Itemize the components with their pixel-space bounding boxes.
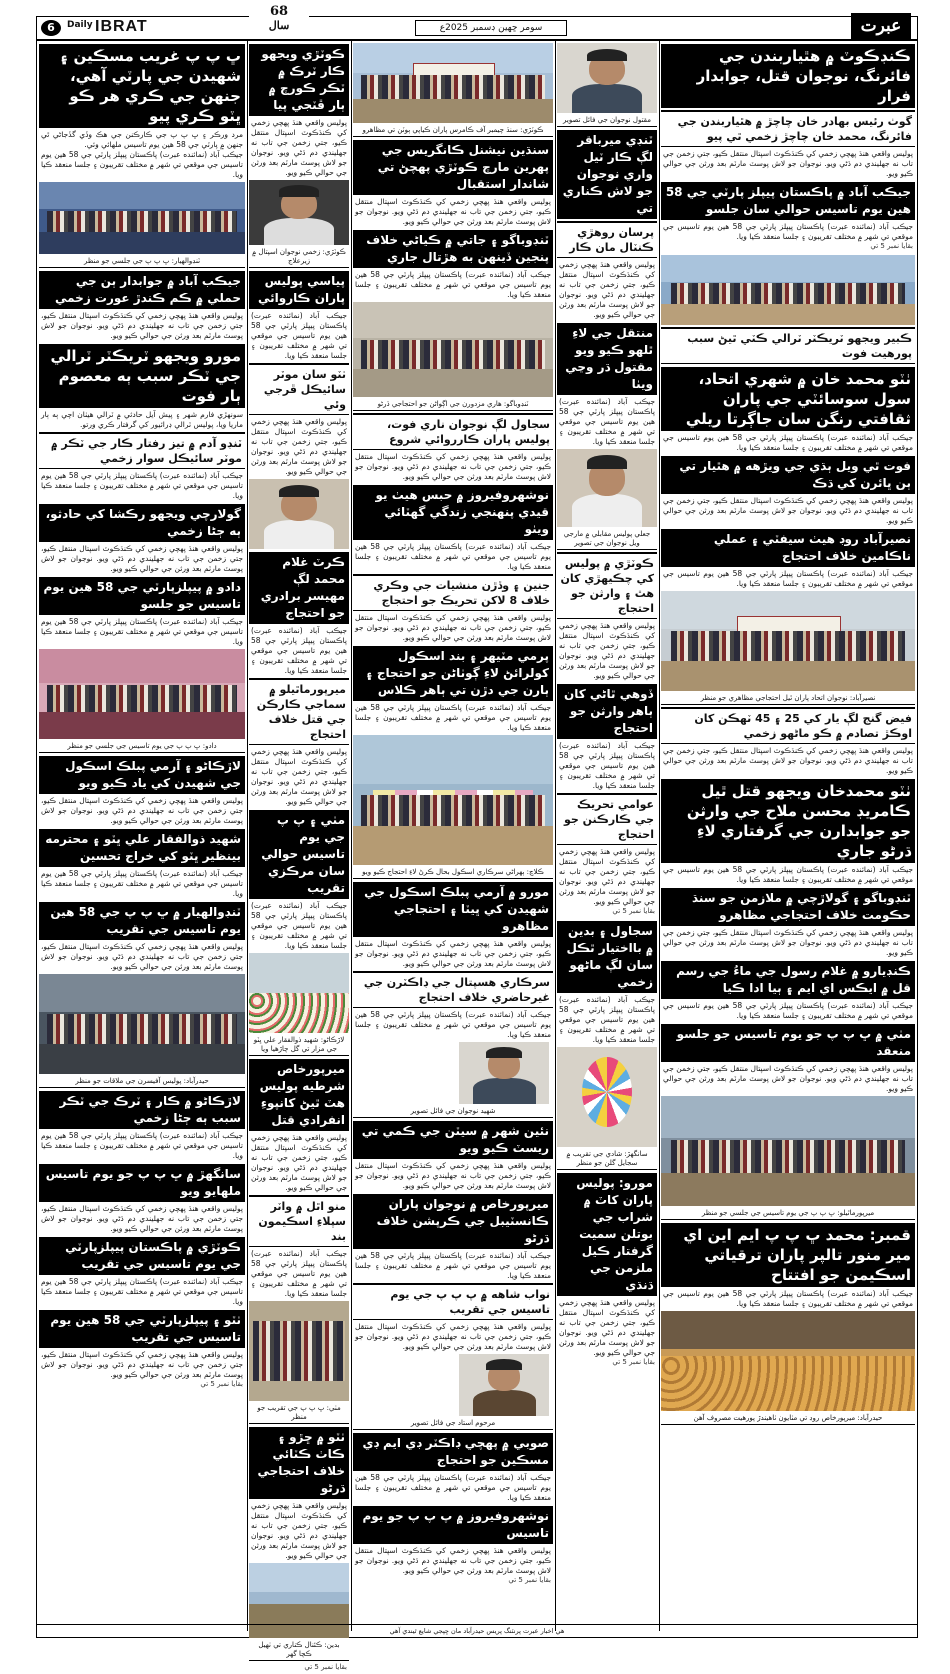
photo: [39, 649, 245, 739]
photo: [353, 302, 553, 397]
column-5: [661, 41, 915, 1427]
headline[interactable]: مٺي ۽ پ پ جي يوم تاسيس حوالي سان مرڪزي تقريب: [249, 810, 349, 899]
daily-label: Daily: [67, 20, 93, 30]
portrait-photo: [557, 449, 657, 527]
photo: [661, 255, 915, 325]
headline[interactable]: عوامي تحريڪ جي ڪارڪنن جو احتجاج: [557, 793, 657, 845]
column-rule: [555, 41, 556, 1631]
story-text: پوليس واقعي هنڌ پهچي زخمي کي ڪنڌڪوٽ اسپتال منتقل ڪيو، جتي زخمن جي تاب نه جهليندي دم ڌڻي ويو. نوجوان جو لاش پوسٽ مارٽم بعد ورثن جي حوالي ڪيو ويو.: [41, 1350, 243, 1379]
story-text: پوليس واقعي هنڌ پهچي زخمي کي ڪنڌڪوٽ اسپتال منتقل ڪيو، جتي زخمن جي تاب نه جهليندي دم ڌڻي ويو. نوجوان جو لاش پوسٽ مارٽم بعد ورثن جي حوالي ڪيو ويو.: [559, 847, 655, 906]
story-text: پوليس واقعي هنڌ پهچي زخمي کي ڪنڌڪوٽ اسپتال منتقل ڪيو، جتي زخمن جي تاب نه جهليندي دم ڌڻي ويو. نوجوان جو لاش پوسٽ مارٽم بعد ورثن جي حوالي ڪيو ويو.: [41, 1204, 243, 1233]
headline[interactable]: لاڙڪاڻو ۾ ڪار ۽ ٽرڪ جي ٽڪر سبب ٻه ڄڻا زخمي: [39, 1091, 245, 1129]
story-text: جيڪب آباد (نمائنده عبرت) پاڪستان پيپلز پارٽي جي 58 هين يوم تاسيس جي موقعي تي شهر ۾ مختلف تقريبون ۽ جلسا منعقد ڪيا ويا.: [355, 1251, 551, 1280]
headline[interactable]: جنين ۽ وڏڙن منشيات جي وڪري خلاف 8 لاکن تحريڪ جو احتجاج: [353, 574, 553, 611]
headline[interactable]: فيض گنج لڳ يار کي 25 ۽ 45 ٽهڪن کان اوڪڙ تصادم ۾ ڪو ماڻهو زخمي: [661, 707, 915, 744]
headline[interactable]: نواب شاهه ۾ پ پ پ جي يوم تاسيس جي تقريب: [353, 1283, 553, 1320]
story-text: جيڪب آباد (نمائنده عبرت) پاڪستان پيپلز پارٽي جي 58 هين يوم تاسيس جي موقعي تي شهر ۾ مختلف تقريبون ۽ جلسا منعقد ڪيا ويا.: [41, 150, 243, 179]
headline[interactable]: ٺٽو سان موٽر سائيڪل ڦرجي وئي: [249, 363, 349, 415]
photo-caption: مٺي: ڀ پ پ جي تقريب جو منظر: [249, 1403, 349, 1424]
column-4: [557, 41, 657, 1369]
photo: [39, 182, 245, 254]
headline[interactable]: ميرپورخاص شرطيه پوليس هٽ ٿيڻ کانپوءِ انفرادي قتل: [249, 1059, 349, 1131]
story-text: جيڪب آباد (نمائنده عبرت) پاڪستان پيپلز پارٽي جي 58 هين يوم تاسيس جي موقعي تي شهر ۾ مختلف تقريبون ۽ جلسا منعقد ڪيا ويا.: [355, 1010, 551, 1039]
headline[interactable]: ڪبير ويجهو ٽريڪٽر ٽرالي ڪٽي ٿيڻ سبب پورهيت فوت: [661, 327, 915, 364]
photo-caption: دادو: ڀ پ پ جي يوم تاسيس جي جلسي جو منظر: [39, 741, 245, 753]
lead-headline[interactable]: ڪنڊڪوٽ ۾ هٿياربندن جي فائرنگ، نوجوان قتل، جوابدار فرار: [661, 44, 915, 108]
photo-caption: ڪوٽڙي: زخمي نوجوان اسپتال ۾ زيرعلاج: [249, 247, 349, 268]
story-text: جيڪب آباد (نمائنده عبرت) پاڪستان پيپلز پارٽي جي 58 هين يوم تاسيس جي موقعي تي شهر ۾ مختلف تقريبون ۽ جلسا منعقد ڪيا ويا.: [663, 433, 913, 452]
headline[interactable]: مورو: پوليس پاران کاٽ ۾ شراب جي بوتلن سميت گرفتار ڪيل ملزمن جي ڌنڌي: [557, 1173, 657, 1296]
headline[interactable]: ٽنڊوباگو ۽ گولاڙچي ۾ ملازمن جو سنڌ حڪومت خلاف احتجاجي مظاهرو: [661, 888, 915, 926]
story-text: پوليس واقعي هنڌ پهچي زخمي کي ڪنڌڪوٽ اسپتال منتقل ڪيو، جتي زخمن جي تاب نه جهليندي دم ڌڻي ويو. نوجوان جو لاش پوسٽ مارٽم بعد ورثن جي حوالي ڪيو ويو.: [355, 1546, 551, 1575]
newspaper-page: [36, 4, 918, 1671]
story-text: پوليس واقعي هنڌ پهچي زخمي کي ڪنڌڪوٽ اسپتال منتقل ڪيو، جتي زخمن جي تاب نه جهليندي دم ڌڻي ويو. نوجوان جو لاش پوسٽ مارٽم بعد ورثن جي حوالي ڪيو ويو.: [251, 417, 347, 476]
headline[interactable]: ٺٽو ۾ ڇڙو ۽ ڪاٺ ڪٽائي خلاف احتجاجي ڌرڻو: [249, 1427, 349, 1499]
story-text: پوليس واقعي هنڌ پهچي زخمي کي ڪنڌڪوٽ اسپتال منتقل ڪيو، جتي زخمن جي تاب نه جهليندي دم ڌڻي ويو. نوجوان جو لاش پوسٽ مارٽم بعد ورثن جي حوالي ڪيو ويو.: [355, 197, 551, 226]
newspaper-logo: عبرت: [851, 13, 911, 39]
story-text: جيڪب آباد (نمائنده عبرت) پاڪستان پيپلز پارٽي جي 58 هين يوم تاسيس جي موقعي تي شهر ۾ مختلف تقريبون ۽ جلسا منعقد ڪيا ويا.: [663, 1001, 913, 1020]
headline[interactable]: قمبر: محمد ڀ پ پ ايم اين اي مير منور تالپر پاران ترقياتي اسڪيمن جو افتتاح: [661, 1223, 915, 1287]
headline[interactable]: جيڪب آباد ۾ جوابدار ٻن جي حملي ۾ ڪم ڪندڙ عورت زخمي: [39, 271, 245, 309]
story-text: جيڪب آباد (نمائنده عبرت) پاڪستان پيپلز پارٽي جي 58 هين يوم تاسيس جي موقعي تي شهر ۾ مختلف تقريبون ۽ جلسا منعقد ڪيا ويا.: [41, 1277, 243, 1306]
story-text: پوليس واقعي هنڌ پهچي زخمي کي ڪنڌڪوٽ اسپتال منتقل ڪيو، جتي زخمن جي تاب نه جهليندي دم ڌڻي ويو. نوجوان جو لاش پوسٽ مارٽم بعد ورثن جي حوالي ڪيو ويو.: [251, 747, 347, 806]
photo: [661, 1311, 915, 1411]
headline[interactable]: مورو ويجهو ٽريڪٽر ٽرالي جي ٽڪر سبب ٻه معصوم ٻار فوت: [39, 344, 245, 408]
headline[interactable]: شهيد ذوالفقار علي ڀٽو ۽ محترمه بينظير ڀٽو کي خراج تحسين: [39, 829, 245, 867]
headline[interactable]: ڪوٽڙي ويجهو ڪار ٽرڪ ۾ ٽڪر ڪورچ ۾ ٻار ڦٽجي پيا: [249, 44, 349, 116]
headline[interactable]: گولارچي ويجهو رڪشا کي حادثو، ٻه ڄڻا زخمي: [39, 504, 245, 542]
headline[interactable]: ٽنڊي ميرباقر لڳ ڪار ٽيل واري نوجوان جو لاش ڪناري تي: [557, 130, 657, 219]
column-3: [353, 41, 553, 1587]
photo: [661, 591, 915, 691]
headline[interactable]: صوبي ۾ پهچي ڊاڪٽر ڊي ايم ڊي مسڪين جو احتجاج: [353, 1433, 553, 1471]
photo: [39, 974, 245, 1074]
story-text: پوليس واقعي هنڌ پهچي زخمي کي ڪنڌڪوٽ اسپتال منتقل ڪيو، جتي زخمن جي تاب نه جهليندي دم ڌڻي ويو. نوجوان جو لاش پوسٽ مارٽم بعد ورثن جي حوالي ڪيو ويو.: [559, 1298, 655, 1357]
photo-caption: ميرپورماٿيلو: ڀ پ پ جي يوم تاسيس جي جلسي جو منظر: [661, 1208, 915, 1220]
story-text: جيڪب آباد (نمائنده عبرت) پاڪستان پيپلز پارٽي جي 58 هين يوم تاسيس جي موقعي تي شهر ۾ مختلف تقريبون ۽ جلسا منعقد ڪيا ويا.: [355, 703, 551, 732]
photo-caption: مقتول نوجوان جي فائل تصوير: [557, 115, 657, 127]
column-rule: [247, 41, 248, 1631]
photo: [249, 953, 349, 1033]
story-text: پوليس واقعي هنڌ پهچي زخمي کي ڪنڌڪوٽ اسپتال منتقل ڪيو، جتي زخمن جي تاب نه جهليندي دم ڌڻي ويو. نوجوان جو لاش پوسٽ مارٽم بعد ورثن جي حوالي ڪيو ويو.: [663, 1064, 913, 1093]
story-text: جيڪب آباد (نمائنده عبرت) پاڪستان پيپلز پارٽي جي 58 هين يوم تاسيس جي موقعي تي شهر ۾ مختلف تقريبون ۽ جلسا منعقد ڪيا ويا.: [41, 617, 243, 646]
photo-caption: حيدرآباد: ميرپورخاص روڊ تي مٺايون ٺاهيندڙ پورهيت مصروف آهن: [661, 1413, 915, 1425]
continued-note: بقايا نمبر 5 تي: [870, 242, 913, 250]
headline[interactable]: ڪوٽڙي ۾ پاڪستان پيپلزپارٽي جي يوم تاسيس جي تقريب: [39, 1237, 245, 1275]
story-text: پوليس واقعي هنڌ پهچي زخمي کي ڪنڌڪوٽ اسپتال منتقل ڪيو، جتي زخمن جي تاب نه جهليندي دم ڌڻي ويو. نوجوان جو لاش پوسٽ مارٽم بعد ورثن جي حوالي ڪيو ويو.: [559, 260, 655, 319]
photo-caption: حيدرآباد: پوليس آفيسرن جي ملاقات جو منظر: [39, 1076, 245, 1088]
story-text: پوليس واقعي هنڌ پهچي زخمي کي ڪنڌڪوٽ اسپتال منتقل ڪيو، جتي زخمن جي تاب نه جهليندي دم ڌڻي ويو. نوجوان جو لاش پوسٽ مارٽم بعد ورثن جي حوالي ڪيو ويو.: [355, 613, 551, 642]
portrait-photo: [459, 1042, 549, 1104]
story-text: سونهڙي فارم شهر ۽ پيش آيل حادثي ۾ ٽرالي هيٺان اچي ٻه ٻار ماريا ويا، پوليس ٽرالي ڊرائيور کي گرفتار ڪري ورتو.: [41, 410, 243, 429]
photo-caption: شهيد نوجوان جي فائل تصوير: [353, 1106, 553, 1118]
story-text: جيڪب آباد (نمائنده عبرت) پاڪستان پيپلز پارٽي جي 58 هين يوم تاسيس جي موقعي تي شهر ۾ مختلف تقريبون ۽ جلسا منعقد ڪيا ويا.: [251, 626, 347, 675]
photo: [249, 1301, 349, 1401]
story-text: پوليس واقعي هنڌ پهچي زخمي کي ڪنڌڪوٽ اسپتال منتقل ڪيو، جتي زخمن جي تاب نه جهليندي دم ڌڻي ويو. نوجوان جو لاش پوسٽ مارٽم بعد ورثن جي حوالي ڪيو ويو.: [663, 496, 913, 525]
story-text: پوليس واقعي هنڌ پهچي زخمي کي ڪنڌڪوٽ اسپتال منتقل ڪيو، جتي زخمن جي تاب نه جهليندي دم ڌڻي ويو. نوجوان جو لاش پوسٽ مارٽم بعد ورثن جي حوالي ڪيو ويو.: [251, 1133, 347, 1192]
story-text: جيڪب آباد (نمائنده عبرت) پاڪستان پيپلز پارٽي جي 58 هين يوم تاسيس جي موقعي تي شهر ۾ مختلف تقريبون ۽ جلسا منعقد ڪيا ويا.: [41, 1131, 243, 1160]
photo-caption: نصيرآباد: نوجوان اتحاد پاران ٿيل احتجاجي مظاهري جو منظر: [661, 693, 915, 705]
story-text: جيڪب آباد (نمائنده عبرت) پاڪستان پيپلز پارٽي جي 58 هين يوم تاسيس جي موقعي تي شهر ۾ مختلف تقريبون ۽ جلسا منعقد ڪيا ويا.: [663, 1289, 913, 1308]
headline[interactable]: ڀ پ پ غريب مسڪين ۽ شهيدن جي پارٽي آهي، جنهن جي ڪري هر ڪو ڀٽو ڪري پيو: [39, 44, 245, 128]
headline[interactable]: ٽنڊو آدم ۾ تيز رفتار ڪار جي ٽڪر ۾ موٽر سائيڪل سوار زخمي: [39, 432, 245, 469]
headline[interactable]: ميرپورخاص ۾ نوجوان پاران ڪانسٽيبل جي ڪرپشن خلاف ڌرڻو: [353, 1194, 553, 1249]
column-2: [249, 41, 349, 1674]
headline[interactable]: مٺي ۾ ڀ پ پ جو يوم تاسيس جو جلسو منعقد: [661, 1024, 915, 1062]
story-text: پوليس واقعي هنڌ پهچي زخمي کي ڪنڌڪوٽ اسپتال منتقل ڪيو، جتي زخمن جي تاب نه جهليندي دم ڌڻي ويو. نوجوان جو لاش پوسٽ مارٽم بعد ورثن جي حوالي ڪيو ويو.: [355, 939, 551, 968]
issue-date: سومر ڇهين ڊسمبر 2025ع: [415, 20, 567, 36]
year-word: سال: [268, 19, 290, 32]
headline[interactable]: سجاول ۽ بدين ۾ بااختيار ٿڪل سان لڳ ماڻهو زخمي: [557, 921, 657, 993]
portrait-photo: [249, 180, 349, 245]
continued-note: بقايا نمبر 5 تي: [612, 907, 655, 915]
continued-note: بقايا نمبر 5 تي: [508, 1576, 551, 1584]
photo-caption: ڪوٽڙي: سنڌ چيمبر آف ڪامرس پاران ڪياپي ٻوٽن تي مظاهرو: [353, 125, 553, 137]
headline[interactable]: ٽنڊوباگو ۽ جاتي ۾ ڪياڻي خلاف پنجين ڏينهن به هڙتال جاري: [353, 230, 553, 268]
portrait-photo: [557, 43, 657, 113]
page-number: 6: [41, 20, 61, 36]
headline[interactable]: دادو ۾ پيپلزپارٽي جي 58 هين يوم تاسيس جو جلسو: [39, 577, 245, 615]
photo-caption: بدين: ڪئنال ڪناري تي ٺهيل ڪچا گهر: [249, 1640, 349, 1661]
headline[interactable]: نوشهروفيروز ۾ حبس هيٺ يو قيدي پنهنجي زندگي گهٽائي ويٺو: [353, 485, 553, 540]
portrait-photo: [249, 479, 349, 549]
headline[interactable]: مورو ۾ آرمي پبلڪ اسڪول جي شهيدن کي ڀيٽا ۽ احتجاجي مظاهرو: [353, 882, 553, 937]
photo-caption: سانگهڙ: شادي جي تقريب ۾ سجايل گلن جو منظر: [557, 1149, 657, 1170]
story-text: پوليس واقعي هنڌ پهچي زخمي کي ڪنڌڪوٽ اسپتال منتقل ڪيو، جتي زخمن جي تاب نه جهليندي دم ڌڻي ويو. نوجوان جو لاش پوسٽ مارٽم بعد ورثن جي حوالي ڪيو ويو.: [355, 1322, 551, 1351]
photo-caption: جعلي پوليس مقابلي ۾ مارجي ويل نوجوان جي تصوير: [557, 529, 657, 550]
story-text: پوليس واقعي هنڌ پهچي زخمي کي ڪنڌڪوٽ اسپتال منتقل ڪيو، جتي زخمن جي تاب نه جهليندي دم ڌڻي ويو. نوجوان جو لاش پوسٽ مارٽم بعد ورثن جي حوالي ڪيو ويو.: [251, 1501, 347, 1560]
story-text: جيڪب آباد (نمائنده عبرت) پاڪستان پيپلز پارٽي جي 58 هين يوم تاسيس جي موقعي تي شهر ۾ مختلف تقريبون ۽ جلسا منعقد ڪيا ويا.: [559, 995, 655, 1044]
headline[interactable]: ميرپورماٿيلو ۾ سماجي ڪارڪن جي قتل خلاف احتجاج: [249, 678, 349, 745]
continued-note: بقايا نمبر 5 تي: [304, 1663, 347, 1671]
year-badge: [249, 5, 309, 39]
continued-note: بقايا نمبر 5 تي: [200, 1380, 243, 1388]
headline[interactable]: سرڪاري هسپتال جي ڊاڪٽرن جي غيرحاضري خلاف احتجاج: [353, 971, 553, 1008]
story-text: جيڪب آباد (نمائنده عبرت) پاڪستان پيپلز پارٽي جي 58 هين يوم تاسيس جي موقعي تي شهر ۾ مختلف تقريبون ۽ جلسا منعقد ڪيا ويا.: [355, 542, 551, 571]
headline[interactable]: ڪرٽ غلام محمد لڳ مهيسر برادري جو احتجاج: [249, 552, 349, 624]
story-text: جيڪب آباد (نمائنده عبرت) پاڪستان پيپلز پارٽي جي 58 هين يوم تاسيس جي موقعي تي شهر ۾ مختلف تقريبون ۽ جلسا منعقد ڪيا ويا.: [41, 471, 243, 500]
year-number: 68: [269, 4, 289, 19]
photo-caption: ڪلاچ: ٻهراڻي سرڪاري اسڪول بحال ڪرڻ لاءِ احتجاج ڪيو ويو: [353, 867, 553, 879]
headline[interactable]: ٽنڊوالهيار ۾ ڀ پ پ جي 58 هين يوم تاسيس جي تقريب: [39, 902, 245, 940]
story-text: پوليس واقعي هنڌ پهچي زخمي کي ڪنڌڪوٽ اسپتال منتقل ڪيو، جتي زخمن جي تاب نه جهليندي دم ڌڻي ويو. نوجوان جو لاش پوسٽ مارٽم بعد ورثن جي حوالي ڪيو ويو.: [41, 942, 243, 971]
story-text: جيڪب آباد (نمائنده عبرت) پاڪستان پيپلز پارٽي جي 58 هين يوم تاسيس جي موقعي تي شهر ۾ مختلف تقريبون ۽ جلسا منعقد ڪيا ويا.: [663, 222, 913, 241]
photo: [557, 1047, 657, 1147]
story-text: پوليس واقعي هنڌ پهچي زخمي کي ڪنڌڪوٽ اسپتال منتقل ڪيو، جتي زخمن جي تاب نه جهليندي دم ڌڻي ويو. نوجوان جو لاش پوسٽ مارٽم بعد ورثن جي حوالي ڪيو ويو.: [559, 621, 655, 680]
headline[interactable]: فوت ٿي ويل ٻڌي جي ويڙهه ۾ هٿيار تي ٻن ڀائرن کي ڌڪ: [661, 456, 915, 494]
story-text: پوليس واقعي هنڌ پهچي زخمي کي ڪنڌڪوٽ اسپتال منتقل ڪيو، جتي زخمن جي تاب نه جهليندي دم ڌڻي ويو. نوجوان جو لاش پوسٽ مارٽم بعد ورثن جي حوالي ڪيو ويو.: [663, 928, 913, 957]
headline[interactable]: ڪوٽڙي ۾ پوليس کي چڪيهڙي کان هٿ ۽ وارثن جو احتجاج: [557, 552, 657, 619]
photo-caption: ٽنڊوالهيار: ڀ پ پ جي جلسي جو منظر: [39, 256, 245, 268]
headline[interactable]: جيڪب آباد ۾ پاڪستان پيپلز پارٽي جي 58 هين يوم تاسيس حوالي سان جلسو: [661, 182, 915, 220]
headline[interactable]: منو اٿل ۾ واٽر سپلاءِ اسڪيمون بند: [249, 1195, 349, 1247]
headline[interactable]: نوشهروفيروز ۾ پ پ پ جو يوم تاسيس: [353, 1506, 553, 1544]
photo: [353, 43, 553, 123]
story-text: پوليس واقعي هنڌ پهچي زخمي کي ڪنڌڪوٽ اسپتال منتقل ڪيو، جتي زخمن جي تاب نه جهليندي دم ڌڻي ويو. نوجوان جو لاش پوسٽ مارٽم بعد ورثن جي حوالي ڪيو ويو.: [251, 118, 347, 177]
story-text: جيڪب آباد (نمائنده عبرت) پاڪستان پيپلز پارٽي جي 58 هين يوم تاسيس جي موقعي تي شهر ۾ مختلف تقريبون ۽ جلسا منعقد ڪيا ويا.: [41, 869, 243, 898]
story-text: پوليس واقعي هنڌ پهچي زخمي کي ڪنڌڪوٽ اسپتال منتقل ڪيو، جتي زخمن جي تاب نه جهليندي دم ڌڻي ويو. نوجوان جو لاش پوسٽ مارٽم بعد ورثن جي حوالي ڪيو ويو.: [663, 746, 913, 775]
story-text: پوليس واقعي هنڌ پهچي زخمي کي ڪنڌڪوٽ اسپتال منتقل ڪيو، جتي زخمن جي تاب نه جهليندي دم ڌڻي ويو. نوجوان جو لاش پوسٽ مارٽم بعد ورثن جي حوالي ڪيو ويو.: [41, 544, 243, 573]
headline[interactable]: پرسان روهڙي ڪنٽال مان ڪار: [557, 221, 657, 258]
column-rule: [659, 41, 660, 1631]
story-text: پوليس واقعي هنڌ پهچي زخمي کي ڪنڌڪوٽ اسپتال منتقل ڪيو، جتي زخمن جي تاب نه جهليندي دم ڌڻي ويو. نوجوان جو لاش پوسٽ مارٽم بعد ورثن جي حوالي ڪيو ويو.: [355, 452, 551, 481]
lead-text: پوليس واقعي هنڌ پهچي زخمي کي ڪنڌڪوٽ اسپتال منتقل ڪيو، جتي زخمن جي تاب نه جهليندي دم ڌڻي ويو. نوجوان جو لاش پوسٽ مارٽم بعد ورثن جي حوالي ڪيو ويو.: [663, 149, 913, 178]
headline[interactable]: نصيرآباد روڊ هيٺ سيفٽي ۽ عملي ناڪامين خلاف احتجاج: [661, 529, 915, 567]
lead-subhead: گوٺ رئيس بهادر خان چاچڙ ۾ هٿياربندن جي فائرنگ، محمد خان چاچڙ زخمي ٿي پيو: [661, 110, 915, 147]
headline[interactable]: سانگهڙ ۾ ڀ پ پ جو يوم تاسيس ملهايو ويو: [39, 1164, 245, 1202]
headline[interactable]: نئين شهر ۾ سيٽن جي ڪمي تي ريسٽ ڪيو ويو: [353, 1121, 553, 1159]
story-text: پوليس واقعي هنڌ پهچي زخمي کي ڪنڌڪوٽ اسپتال منتقل ڪيو، جتي زخمن جي تاب نه جهليندي دم ڌڻي ويو. نوجوان جو لاش پوسٽ مارٽم بعد ورثن جي حوالي ڪيو ويو.: [41, 796, 243, 825]
headline[interactable]: سجاول لڳ نوجوان ناري فوت، پوليس پاران ڪارروائي شروع: [353, 413, 553, 450]
story-text: جيڪب آباد (نمائنده عبرت) پاڪستان پيپلز پارٽي جي 58 هين يوم تاسيس جي موقعي تي شهر ۾ مختلف تقريبون ۽ جلسا منعقد ڪيا ويا.: [559, 741, 655, 790]
continued-note: بقايا نمبر 5 تي: [612, 1358, 655, 1366]
column-rule: [351, 41, 352, 1631]
headline[interactable]: سنڌين نيشنل ڪانگريس جي پهرين مارچ ڪوٽڙي پهچڻ تي شاندار استقبال: [353, 140, 553, 195]
story-text: مرد ورڪر ۽ ڀ پ پ جي ڪارڪنن جي هڪ وڏي گڏجاڻي ٿي جنهن ۾ پارٽي جي 58 هين يوم تاسيس ملهائي وئي.: [41, 130, 243, 149]
photo: [353, 735, 553, 865]
headline[interactable]: پرمي مٽيهر ۽ بند اسڪول کولرائڻ لاءِ ڳوٺاڻن جو احتجاج ۽ ٻارن جي دڙن تي ٻاهر ڪلاس: [353, 646, 553, 701]
story-text: پوليس واقعي هنڌ پهچي زخمي کي ڪنڌڪوٽ اسپتال منتقل ڪيو، جتي زخمن جي تاب نه جهليندي دم ڌڻي ويو. نوجوان جو لاش پوسٽ مارٽم بعد ورثن جي حوالي ڪيو ويو.: [355, 1161, 551, 1190]
column-1: [39, 41, 245, 1391]
photo-caption: مرحوم استاد جي فائل تصوير: [353, 1418, 553, 1430]
story-text: جيڪب آباد (نمائنده عبرت) پاڪستان پيپلز پارٽي جي 58 هين يوم تاسيس جي موقعي تي شهر ۾ مختلف تقريبون ۽ جلسا منعقد ڪيا ويا.: [355, 270, 551, 299]
photo-caption: لاڙڪاڻو: شهيد ذوالفقار علي ڀٽو جي مزار تي گل چاڙهيا ويا: [249, 1035, 349, 1056]
masthead: [37, 4, 917, 41]
story-text: جيڪب آباد (نمائنده عبرت) پاڪستان پيپلز پارٽي جي 58 هين يوم تاسيس جي موقعي تي شهر ۾ مختلف تقريبون ۽ جلسا منعقد ڪيا ويا.: [559, 397, 655, 446]
story-text: جيڪب آباد (نمائنده عبرت) پاڪستان پيپلز پارٽي جي 58 هين يوم تاسيس جي موقعي تي شهر ۾ مختلف تقريبون ۽ جلسا منعقد ڪيا ويا.: [663, 865, 913, 884]
portrait-photo: [459, 1354, 549, 1416]
headline[interactable]: پياسي پوليس پاران ڪاروائي: [249, 271, 349, 309]
headline[interactable]: ڪنڊيارو ۾ غلام رسول جي ماءُ جي رسم قل ۾ ايڪس اي ايم ۽ ٻيا ادا ڪيا: [661, 961, 915, 999]
headline[interactable]: ٺٽو ۽ پيپلزپارٽي جي 58 هين يوم تاسيس جي تقريب: [39, 1310, 245, 1348]
headline[interactable]: لاڙڪاڻو ۽ آرمي پبلڪ اسڪول جي شهيدن کي ياد ڪيو ويو: [39, 756, 245, 794]
story-text: جيڪب آباد (نمائنده عبرت) پاڪستان پيپلز پارٽي جي 58 هين يوم تاسيس جي موقعي تي شهر ۾ مختلف تقريبون ۽ جلسا منعقد ڪيا ويا.: [663, 569, 913, 588]
story-text: جيڪب آباد (نمائنده عبرت) پاڪستان پيپلز پارٽي جي 58 هين يوم تاسيس جي موقعي تي شهر ۾ مختلف تقريبون ۽ جلسا منعقد ڪيا ويا.: [355, 1473, 551, 1502]
story-text: جيڪب آباد (نمائنده عبرت) پاڪستان پيپلز پارٽي جي 58 هين يوم تاسيس جي موقعي تي شهر ۾ مختلف تقريبون ۽ جلسا منعقد ڪيا ويا.: [251, 311, 347, 360]
masthead-name: IBRAT: [95, 18, 148, 35]
headline[interactable]: ڏوهي ٿاڻي کان ٻاهر وارثن جو احتجاج: [557, 684, 657, 739]
story-text: جيڪب آباد (نمائنده عبرت) پاڪستان پيپلز پارٽي جي 58 هين يوم تاسيس جي موقعي تي شهر ۾ مختلف تقريبون ۽ جلسا منعقد ڪيا ويا.: [251, 901, 347, 950]
photo-caption: ٽنڊوباگو: هاري مزدورن جي اڳواڻن جو احتجاجي ڌرڻو: [353, 399, 553, 411]
headline[interactable]: ٺٽو محمدخان ويجهو قتل ٿيل ڪامريڊ محسن ملاح جي وارثن جو جوابدارن جي گرفتاري لاءِ ڌرڻو جاري: [661, 779, 915, 863]
story-text: پوليس واقعي هنڌ پهچي زخمي کي ڪنڌڪوٽ اسپتال منتقل ڪيو، جتي زخمن جي تاب نه جهليندي دم ڌڻي ويو. نوجوان جو لاش پوسٽ مارٽم بعد ورثن جي حوالي ڪيو ويو.: [41, 311, 243, 340]
imprint-footer: هي اخبار عبرت پرنٽنگ پريس حيدرآباد مان ڇپجي شايع ٿيندي آهي: [37, 1624, 917, 1637]
headline[interactable]: ٺٽو محمد خان ۾ شهري اتحاد، سول سوسائٽي جي پاران ثقافتي رنگن سان جاڳرتا ريلي: [661, 367, 915, 431]
story-text: جيڪب آباد (نمائنده عبرت) پاڪستان پيپلز پارٽي جي 58 هين يوم تاسيس جي موقعي تي شهر ۾ مختلف تقريبون ۽ جلسا منعقد ڪيا ويا.: [251, 1249, 347, 1298]
photo: [661, 1096, 915, 1206]
headline[interactable]: منتقل جي لاءِ ٿلهو ڪيو ويو مقتول ڌر وڃي ويٺا: [557, 323, 657, 395]
